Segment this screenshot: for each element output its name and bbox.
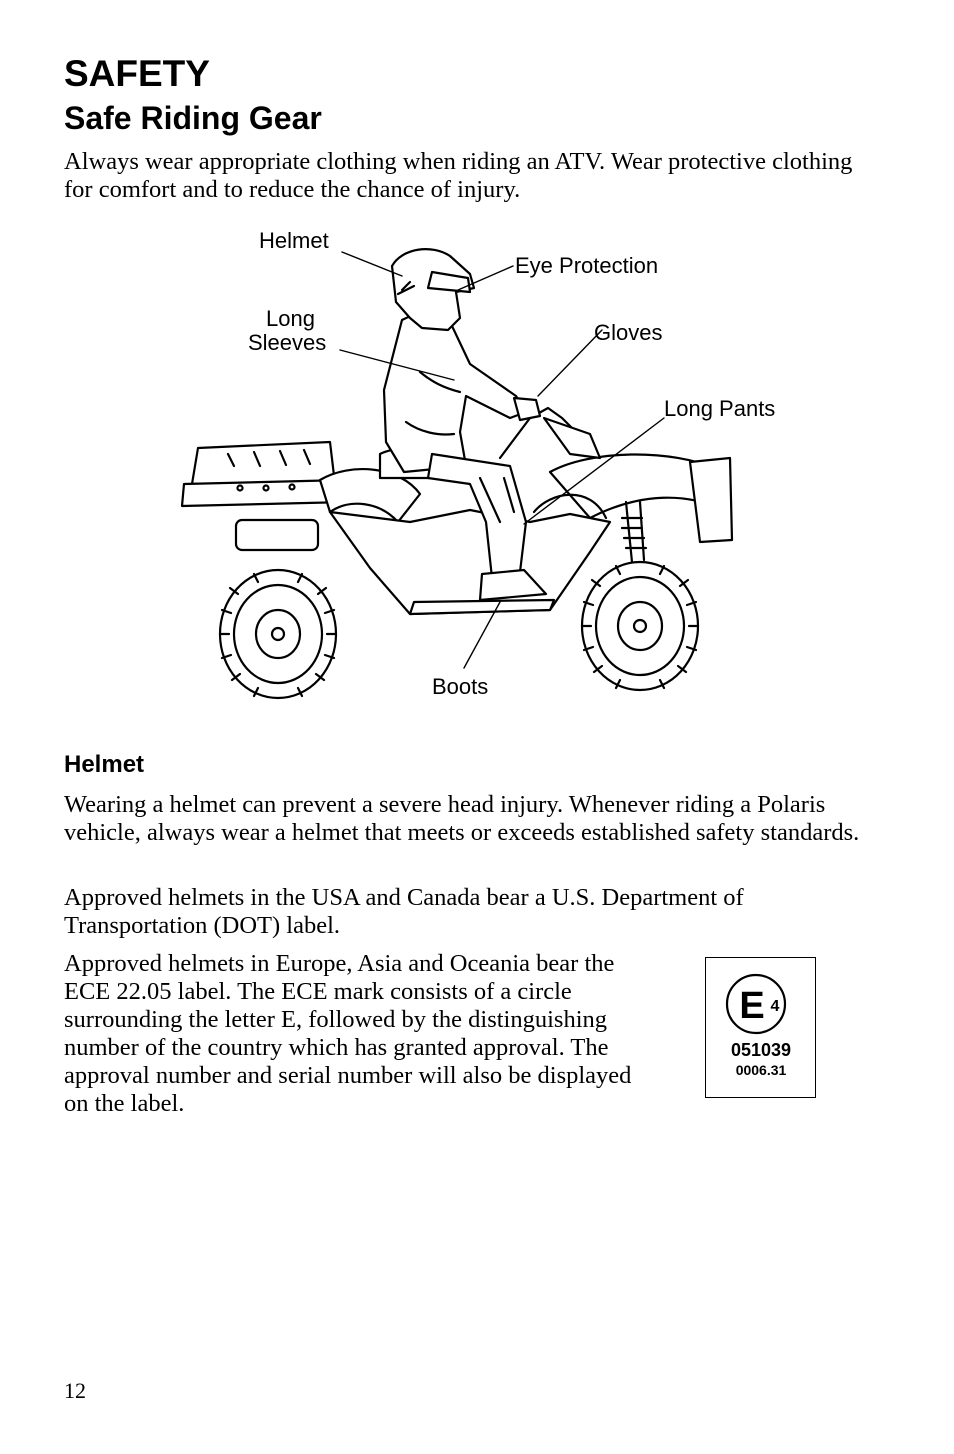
ece-approval-number: 051039 <box>730 1040 792 1060</box>
helmet-paragraph: Wearing a helmet can prevent a severe head injury. Whenever riding a Polaris vehicle, always wear a helmet that meets or exceeds established safety standards. <box>64 791 860 846</box>
callout-eye-protection: Eye Protection <box>515 253 659 278</box>
intro-paragraph: Always wear appropriate clothing when riding an ATV. Wear protective clothing for comfort and to reduce the chance of injury. <box>64 148 853 203</box>
helmet-heading: Helmet <box>64 751 145 778</box>
callout-boots: Boots <box>432 674 489 699</box>
callout-gloves: Gloves <box>594 320 663 345</box>
section-title: SAFETY <box>64 53 210 94</box>
dot-paragraph: Approved helmets in the USA and Canada bear a U.S. Department of Transportation (DOT) label. <box>64 884 744 939</box>
atv-rider-figure <box>170 222 810 712</box>
ece-serial-number: 0006.31 <box>735 1062 787 1078</box>
callout-helmet: Helmet <box>259 228 329 253</box>
ece-paragraph: Approved helmets in Europe, Asia and Oceania bear the ECE 22.05 label. The ECE mark consists of a circle surrounding the letter E, followed by the distinguishing number of the country which has granted approval. The approval number and serial number will also be displayed on the label. <box>64 950 632 1117</box>
ece-country-number: 4 <box>770 998 780 1015</box>
callout-long-sleeves-line1: Long <box>266 306 315 331</box>
ece-mark-icon <box>706 958 817 1099</box>
ece-label <box>705 957 816 1098</box>
atv-illustration <box>170 222 810 712</box>
ece-letter: E <box>739 985 765 1027</box>
page-number: 12 <box>64 1378 86 1403</box>
callout-long-pants: Long Pants <box>664 396 776 421</box>
callout-long-sleeves-line2: Sleeves <box>248 330 327 355</box>
page-title: Safe Riding Gear <box>64 100 322 136</box>
